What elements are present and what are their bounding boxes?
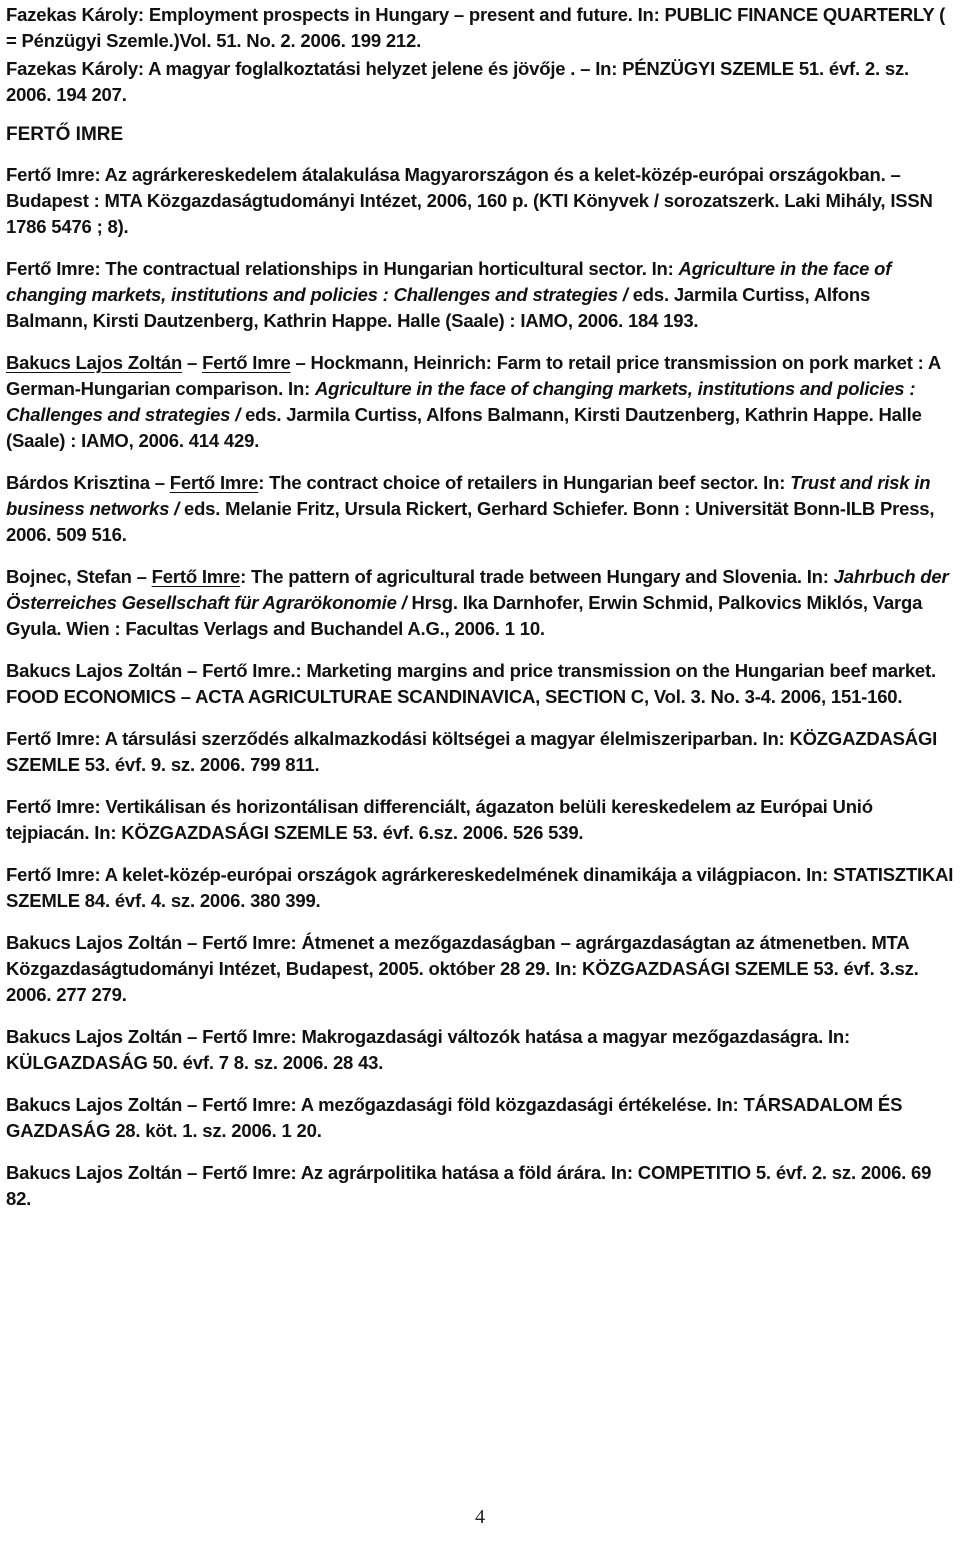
reference-text: – Hockmann, Heinrich: Farm to retail price transmission on pork market : A German-Hungarian comparison. In:	[6, 352, 941, 399]
book-title: Agriculture in the face of changing markets, institutions and policies : Challenges and strategies /	[6, 378, 916, 425]
author-name: Bakucs Lajos Zoltán	[6, 352, 183, 373]
reference-entry	[6, 350, 954, 454]
reference-entry	[6, 1160, 954, 1212]
reference-entry	[6, 256, 954, 334]
reference-entry	[6, 470, 954, 548]
reference-text: Fertő Imre: Az agrárkereskedelem átalakulása Magyarországon és a kelet-közép-európai országokban. – Budapest : MTA Közgazdaságtudományi Intézet, 2006, 160 p. (KTI Könyvek / sorozatszerk. Laki Mihály, ISSN 1786 5476 ; 8).	[6, 164, 933, 237]
book-title: Trust and risk in business networks /	[6, 472, 931, 519]
reference-text: Fazekas Károly: Employment prospects in Hungary – present and future. In: PUBLIC FINANCE QUARTERLY ( = Pénzügyi Szemle.)Vol. 51. No. 2. 2006. 199 212.	[6, 4, 946, 51]
reference-text: Fertő Imre: The contractual relationships in Hungarian horticultural sector. In:	[6, 258, 679, 279]
reference-entry	[6, 658, 954, 710]
reference-text: Bárdos Krisztina –	[6, 472, 170, 493]
reference-text: Bakucs Lajos Zoltán – Fertő Imre: Átmenet a mezőgazdaságban – agrárgazdaságtan az átmenetben. MTA Közgazdaságtudományi Intézet, Budapest, 2005. október 28 29. In: KÖZGAZDASÁGI SZEMLE 53. évf. 3.sz. 2006. 277 279.	[6, 932, 919, 1005]
reference-entry	[6, 930, 954, 1008]
reference-entry	[6, 726, 954, 778]
reference-entry	[6, 564, 954, 642]
reference-text: Bojnec, Stefan –	[6, 566, 152, 587]
book-title: Agriculture in the face of changing markets, institutions and policies : Challenges and strategies /	[6, 258, 892, 305]
reference-entry	[6, 862, 954, 914]
reference-entry	[6, 1092, 954, 1144]
reference-text: Bakucs Lajos Zoltán – Fertő Imre.: Marketing margins and price transmission on the Hungarian beef market. FOOD ECONOMICS – ACTA AGRICULTURAE SCANDINAVICA, SECTION C, Vol. 3. No. 3-4. 2006, 151-160.	[6, 660, 936, 707]
reference-entry	[6, 1024, 954, 1076]
author-name: Fertő Imre	[202, 352, 291, 373]
reference-text: : The contract choice of retailers in Hungarian beef sector. In:	[258, 472, 791, 493]
reference-entry	[6, 56, 954, 108]
reference-text: Fazekas Károly: A magyar foglalkoztatási helyzet jelene és jövője . – In: PÉNZÜGYI SZEMLE 51. évf. 2. sz. 2006. 194 207.	[6, 58, 909, 105]
reference-text: Bakucs Lajos Zoltán – Fertő Imre: Makrogazdasági változók hatása a magyar mezőgazdaságra. In: KÜLGAZDASÁG 50. évf. 7 8. sz. 2006. 28 43.	[6, 1026, 850, 1073]
reference-text: eds. Jarmila Curtiss, Alfons Balmann, Kirsti Dautzenberg, Kathrin Happe. Halle (Saale) : IAMO, 2006. 184 193.	[6, 284, 871, 331]
reference-entry	[6, 2, 954, 54]
reference-text: Fertő Imre: A társulási szerződés alkalmazkodási költségei a magyar élelmiszeriparban. In: KÖZGAZDASÁGI SZEMLE 53. évf. 9. sz. 2006. 799 811.	[6, 728, 938, 775]
book-title: Jahrbuch der Österreiches Gesellschaft für Agrarökonomie /	[6, 566, 949, 613]
author-name: Fertő Imre	[151, 566, 241, 587]
reference-text: –	[182, 352, 203, 373]
reference-entry	[6, 794, 954, 846]
reference-list	[6, 2, 954, 1228]
section-heading: FERTŐ IMRE	[6, 124, 124, 145]
reference-text: Hrsg. Ika Darnhofer, Erwin Schmid, Palkovics Miklós, Varga Gyula. Wien : Facultas Verlags and Buchandel A.G., 2006. 1 10.	[6, 592, 923, 639]
reference-text: eds. Jarmila Curtiss, Alfons Balmann, Kirsti Dautzenberg, Kathrin Happe. Halle (Saale) : IAMO, 2006. 414 429.	[6, 404, 922, 451]
reference-text: Bakucs Lajos Zoltán – Fertő Imre: Az agrárpolitika hatása a föld árára. In: COMPETITIO 5. évf. 2. sz. 2006. 69 82.	[6, 1162, 932, 1209]
author-name: Fertő Imre	[169, 472, 259, 493]
reference-text: : The pattern of agricultural trade between Hungary and Slovenia. In:	[240, 566, 834, 587]
reference-entry	[6, 162, 954, 240]
reference-text: Bakucs Lajos Zoltán – Fertő Imre: A mezőgazdasági föld közgazdasági értékelése. In: TÁRSADALOM ÉS GAZDASÁG 28. köt. 1. sz. 2006. 1 20.	[6, 1094, 903, 1141]
reference-text: Fertő Imre: Vertikálisan és horizontálisan differenciált, ágazaton belüli kereskedelem az Európai Unió tejpiacán. In: KÖZGAZDASÁGI SZEMLE 53. évf. 6.sz. 2006. 526 539.	[6, 796, 873, 843]
page-number: 4	[475, 1506, 485, 1528]
reference-text: eds. Melanie Fritz, Ursula Rickert, Gerhard Schiefer. Bonn : Universität Bonn-ILB Press, 2006. 509 516.	[6, 498, 935, 545]
reference-text: Fertő Imre: A kelet-közép-európai országok agrárkereskedelmének dinamikája a világpiacon. In: STATISZTIKAI SZEMLE 84. évf. 4. sz. 2006. 380 399.	[6, 864, 954, 911]
